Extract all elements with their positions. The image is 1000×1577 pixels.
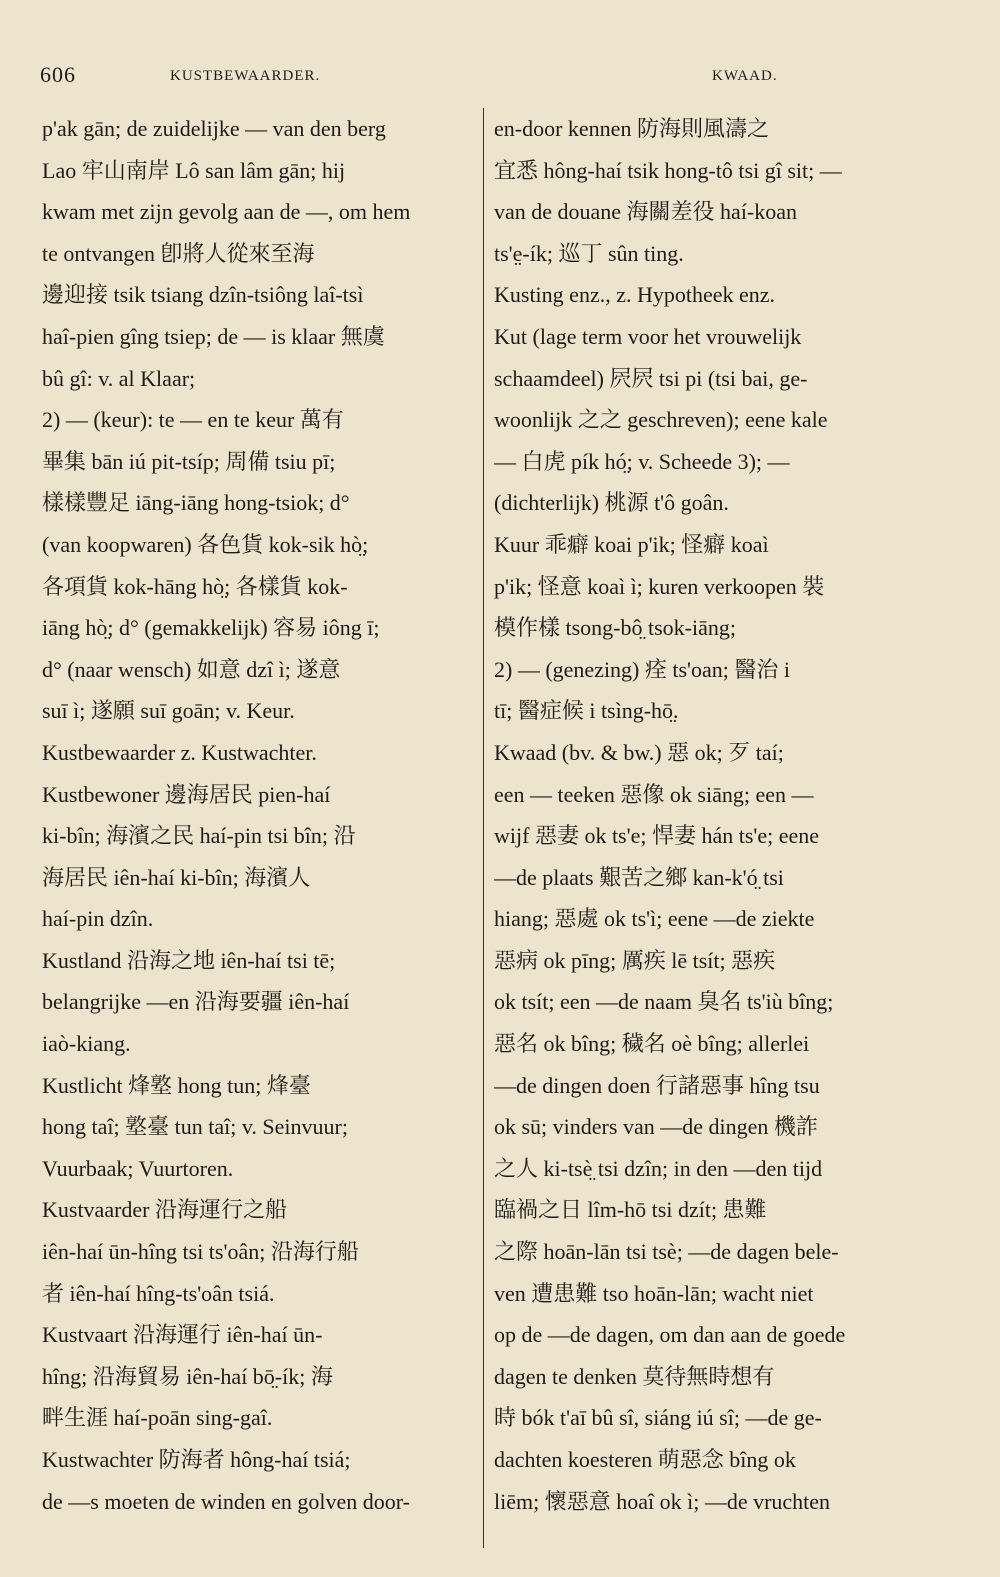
right-guide-word: KWAAD. bbox=[712, 68, 778, 84]
text-line: 2) — (genezing) 痊 ts'oan; 醫治 i bbox=[494, 656, 791, 682]
text-line: de —s moeten de winden en golven door- bbox=[42, 1488, 410, 1514]
text-line: 者 iên-haí hîng-ts'oân tsiá. bbox=[42, 1280, 275, 1306]
text-line: tī; 醫症候 i tsìng-hō̤. bbox=[494, 698, 679, 724]
text-line: ok sū; vinders van —de dingen 機詐 bbox=[494, 1114, 818, 1140]
page-number: 606 bbox=[40, 62, 76, 87]
text-line: 惡病 ok pīng; 厲疾 lē tsít; 惡疾 bbox=[494, 947, 776, 973]
right-column bbox=[494, 108, 924, 1522]
text-line: 畢集 bān iú pit-tsíp; 周備 tsiu pī; bbox=[42, 448, 336, 474]
text-line: Kustbewoner 邊海居民 pien-haí bbox=[42, 781, 331, 807]
text-line: op de —de dagen, om dan aan de goede bbox=[494, 1322, 846, 1348]
text-line: 2) — (keur): te — en te keur 萬有 bbox=[42, 407, 344, 433]
text-line: schaamdeel) 屄屄 tsi pi (tsi bai, ge- bbox=[494, 365, 808, 391]
text-line: haî-pien gîng tsiep; de — is klaar 無虞 bbox=[42, 323, 385, 349]
text-line: Vuurbaak; Vuurtoren. bbox=[42, 1155, 234, 1181]
text-line: een — teeken 惡像 ok siāng; een — bbox=[494, 781, 814, 807]
text-line: ok tsít; een —de naam 臭名 ts'iù bîng; bbox=[494, 989, 834, 1015]
text-line: 時 bók t'aī bû sî, siáng iú sî; —de ge- bbox=[494, 1405, 822, 1431]
text-line: ts'e̤-ík; 巡丁 sûn ting. bbox=[494, 240, 684, 266]
text-line: 臨禍之日 lîm-hō tsi dzít; 患難 bbox=[494, 1197, 767, 1223]
text-line: Kuur 乖癖 koai p'ik; 怪癖 koaì bbox=[494, 531, 769, 557]
text-line: d° (naar wensch) 如意 dzî ì; 遂意 bbox=[42, 656, 341, 682]
text-line: bû gî: v. al Klaar; bbox=[42, 365, 196, 391]
text-line: —de plaats 艱苦之鄉 kan-k'ó̤ tsi bbox=[494, 864, 784, 890]
text-line: dagen te denken 莫待無時想有 bbox=[494, 1363, 775, 1389]
text-line: Kustlicht 烽墪 hong tun; 烽臺 bbox=[42, 1072, 311, 1098]
running-header bbox=[40, 62, 940, 92]
text-line: Kustvaart 沿海運行 iên-haí ūn- bbox=[42, 1322, 323, 1348]
text-line: 宜悉 hông-haí tsik hong-tô tsi gî sit; — bbox=[494, 157, 842, 183]
text-line: woonlijk 之之 geschreven); eene kale bbox=[494, 407, 828, 433]
text-line: 之際 hoān-lān tsi tsè; —de dagen bele- bbox=[494, 1239, 839, 1265]
text-line: wijf 惡妻 ok ts'e; 悍妻 hán ts'e; eene bbox=[494, 823, 820, 849]
text-line: Kustvaarder 沿海運行之船 bbox=[42, 1197, 288, 1223]
text-line: 海居民 iên-haí ki-bîn; 海濱人 bbox=[42, 864, 311, 890]
text-line: Kustwachter 防海者 hông-haí tsiá; bbox=[42, 1447, 351, 1472]
text-line: Lao 牢山南岸 Lô san lâm gān; hij bbox=[42, 157, 346, 183]
text-line: Kustbewaarder z. Kustwachter. bbox=[42, 739, 317, 765]
text-line: Kusting enz., z. Hypotheek enz. bbox=[494, 282, 776, 308]
text-line: 惡名 ok bîng; 穢名 oè bîng; allerlei bbox=[494, 1031, 810, 1057]
text-line: 邊迎接 tsik tsiang dzîn-tsiông laî-tsì bbox=[42, 282, 364, 308]
text-line: 各項貨 kok-hāng hò̤; 各樣貨 kok- bbox=[42, 573, 348, 599]
text-line: Kut (lage term voor het vrouwelijk bbox=[494, 323, 802, 349]
text-line: te ontvangen 卽將人從來至海 bbox=[42, 240, 315, 266]
text-line: (dichterlijk) 桃源 t'ô goân. bbox=[494, 490, 729, 516]
text-line: belangrijke —en 沿海要疆 iên-haí bbox=[42, 989, 350, 1015]
text-line: kwam met zijn gevolg aan de —, om hem bbox=[42, 199, 411, 225]
text-line: 之人 ki-tsè̤ tsi dzîn; in den —den tijd bbox=[494, 1155, 823, 1181]
text-line: 樣樣豐足 iāng-iāng hong-tsiok; d° bbox=[42, 490, 350, 516]
text-line: hiang; 惡處 ok ts'ì; eene —de ziekte bbox=[494, 906, 815, 932]
text-line: iaò-kiang. bbox=[42, 1031, 131, 1057]
text-line: hîng; 沿海貿易 iên-haí bō̤-ík; 海 bbox=[42, 1363, 333, 1389]
text-line: iāng hò̤; d° (gemakkelijk) 容易 iông ī; bbox=[42, 615, 380, 641]
text-line: haí-pin dzîn. bbox=[42, 906, 154, 932]
text-line: van de douane 海關差役 haí-koan bbox=[494, 199, 798, 225]
text-line: (van koopwaren) 各色貨 kok-sik hò̤; bbox=[42, 531, 369, 557]
text-line: — 白虎 pík hó̤; v. Scheede 3); — bbox=[494, 448, 790, 474]
text-line: dachten koesteren 萌惡念 bîng ok bbox=[494, 1447, 796, 1472]
text-line: ven 遭患難 tso hoān-lān; wacht niet bbox=[494, 1280, 814, 1306]
text-line: p'ak gān; de zuidelijke — van den berg bbox=[42, 116, 386, 141]
text-line: Kwaad (bv. & bw.) 惡 ok; 歹 taí; bbox=[494, 739, 784, 765]
text-line: suī ì; 遂願 suī goān; v. Keur. bbox=[42, 698, 295, 724]
left-guide-word: KUSTBEWAARDER. bbox=[170, 68, 321, 84]
text-line: en-door kennen 防海則風濤之 bbox=[494, 116, 769, 141]
text-line: iên-haí ūn-hîng tsi ts'oân; 沿海行船 bbox=[42, 1239, 359, 1265]
text-line: 模作樣 tsong-bô̤ tsok-iāng; bbox=[494, 615, 736, 641]
text-line: p'ik; 怪意 koaì ì; kuren verkoopen 裝 bbox=[494, 573, 825, 599]
text-line: liēm; 懷惡意 hoaî ok ì; —de vruchten bbox=[494, 1488, 831, 1514]
text-line: —de dingen doen 行諸惡事 hîng tsu bbox=[494, 1072, 820, 1098]
text-line: 畔生涯 haí-poān sing-gaî. bbox=[42, 1405, 273, 1431]
column-divider bbox=[483, 108, 484, 1548]
text-line: ki-bîn; 海濱之民 haí-pin tsi bîn; 沿 bbox=[42, 823, 356, 849]
left-column bbox=[42, 108, 472, 1522]
text-line: Kustland 沿海之地 iên-haí tsi tē; bbox=[42, 947, 336, 973]
text-line: hong taî; 墪臺 tun taî; v. Seinvuur; bbox=[42, 1114, 348, 1140]
